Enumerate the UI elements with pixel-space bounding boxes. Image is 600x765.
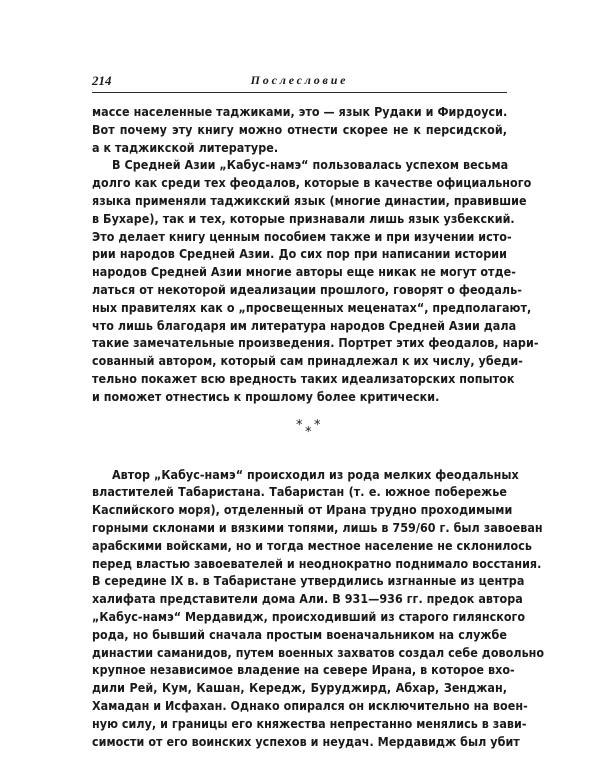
running-header [92, 72, 507, 93]
text-line: ную силу, и границы его княжества непрестанно менялись в зави- [92, 715, 527, 731]
text-line: халифата представители дома Али. В 931—936 гг. предок автора [92, 591, 523, 607]
text-line: перед властью завоевателей и неоднократно поднимало восстания. [92, 555, 542, 571]
text-line: рии народов Средней Азии. До сих пор при написании истории [92, 246, 507, 262]
text-line: В Средней Азии „Кабус-намэ“ пользовалась успехом весьма [112, 157, 509, 173]
text-line: и поможет отнестись к прошлому более критически. [92, 388, 440, 404]
text-line: ных правителях как о „просвещенных меценатах“, предполагают, [92, 299, 532, 315]
book-page [92, 72, 545, 750]
text-line: народов Средней Азии многие авторы еще никак не могут отде- [92, 264, 516, 280]
text-line: сованный автором, который сам принадлежал к их числу, убеди- [92, 353, 523, 369]
text-line: массе населенные таджиками, это — язык Рудаки и Фирдоуси. [92, 104, 508, 119]
text-line: властителей Табаристана. Табаристан (т. е. южное побережье [92, 484, 507, 500]
text-line: В середине IX в. в Табаристане утвердились изгнанные из центра [92, 573, 525, 589]
text-line: Автор „Кабус-намэ“ происходил из рода мелких феодальных [112, 466, 519, 482]
page-number: 214 [92, 73, 112, 88]
asterisk-glyph: * [305, 424, 312, 440]
asterisk-glyph: * [314, 417, 321, 433]
text-line: рода, но бывший сначала простым военачальником на службе [92, 626, 507, 642]
text-line: арабскими войсками, но и тогда местное население не склонилось [92, 537, 532, 553]
running-title: Послесловие [250, 73, 349, 87]
text-block-after-separator [92, 466, 545, 751]
text-line: такие замечательные произведения. Портрет этих феодалов, нари- [92, 335, 539, 351]
text-line: Хамадан и Исфахан. Однако опирался он исключительно на воен- [92, 697, 528, 713]
text-line: долго как среди тех феодалов, которые в качестве официального [92, 175, 532, 191]
text-line: а к таджикской литературе. [92, 139, 279, 155]
text-line: в Бухаре), так и тех, которые признавали лишь язык узбекский. [92, 210, 515, 226]
text-line: что лишь благодаря им литература народов Средней Азии дала [92, 317, 517, 333]
text-line: тельно покажет всю вредность таких идеализаторских попыток [92, 370, 515, 386]
text-line: династии саманидов, путем военных захватов создал себе довольно [92, 644, 545, 660]
text-line: Вот почему эту книгу можно отнести скорее не к персидской, [92, 121, 507, 137]
text-line: крупное независимое владение на севере Ирана, в которое вхо- [92, 662, 515, 678]
text-line: Это делает книгу ценным пособием также и при изучении исто- [92, 228, 512, 244]
text-line: симости от его воинских успехов и неудач. Мердавидж был убит [92, 733, 520, 749]
text-line: языка применяли таджикский язык (многие династии, правившие [92, 192, 527, 208]
text-line: дили Рей, Кум, Кашан, Кередж, Буруджирд, Абхар, Зенджан, [92, 680, 507, 696]
asterisk-glyph: * [296, 417, 303, 433]
text-line: горными склонами и вязкими топями, лишь в 759/60 г. был завоеван [92, 519, 543, 535]
text-line: „Кабус-намэ“ Мердавидж, происходивший из старого гилянского [92, 608, 526, 624]
section-separator-asterism [92, 406, 507, 466]
text-block-before-separator [92, 103, 539, 406]
text-line: Каспийского моря), отделенный от Ирана трудно проходимыми [92, 502, 513, 518]
text-line: латься от некоторой идеализации прошлого, говорят о феодаль- [92, 281, 522, 297]
